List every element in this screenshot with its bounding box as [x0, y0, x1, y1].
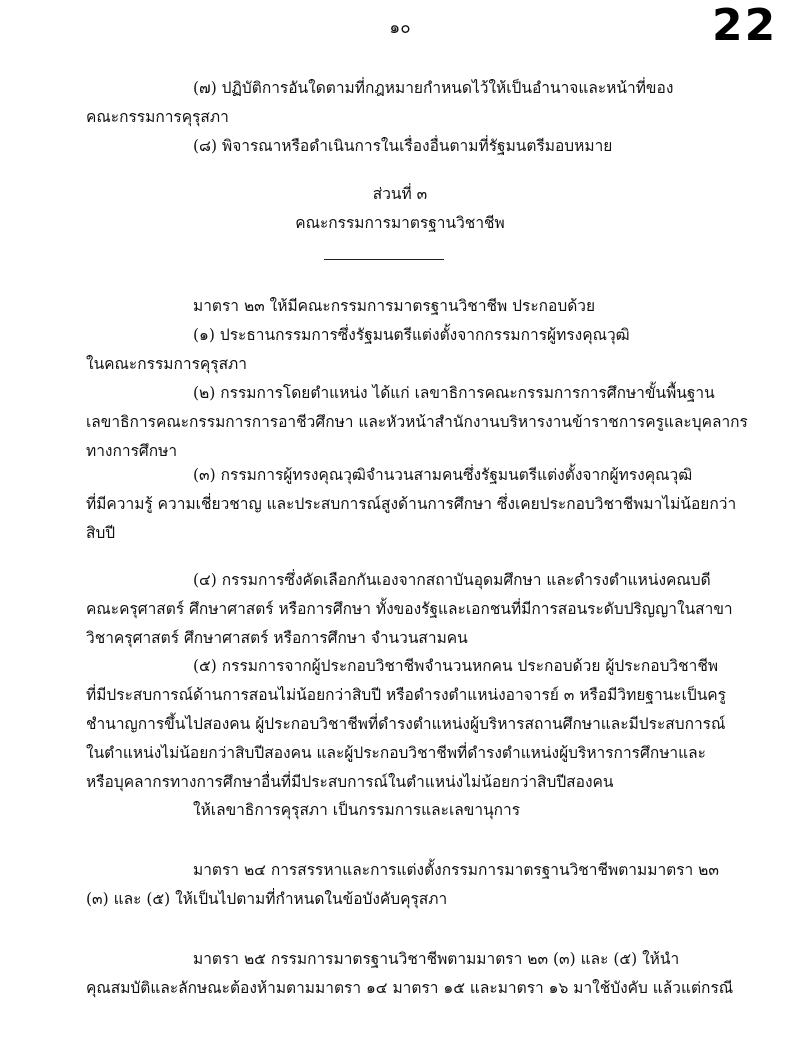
section-divider [324, 259, 444, 260]
page-number: ๑๐ [389, 18, 411, 38]
article-23-item-1-line-2: ในคณะกรรมการคุรุสภา [86, 355, 247, 373]
article-23-item-3-line-1: (๓) กรรมการผู้ทรงคุณวุฒิจำนวนสามคนซึ่งรัฐมนตรีแต่งตั้งจากผู้ทรงคุณวุฒิ [193, 466, 693, 484]
article-24-line-1: มาตรา ๒๔ การสรรหาและการแต่งตั้งกรรมการมาตรฐานวิชาชีพตามมาตรา ๒๓ [193, 861, 719, 879]
article-23-item-4-line-1: (๔) กรรมการซึ่งคัดเลือกกันเองจากสถาบันอุดมศึกษา และดำรงตำแหน่งคณบดี [193, 571, 711, 589]
article-23-item-5-line-5: หรือบุคลากรทางการศึกษาอื่นที่มีประสบการณ์ในตำแหน่งไม่น้อยกว่าสิบปีสองคน [86, 773, 614, 791]
article-23-item-5-line-3: ชำนาญการขึ้นไปสองคน ผู้ประกอบวิชาชีพที่ดำรงตำแหน่งผู้บริหารสถานศึกษาและมีประสบการณ์ [86, 715, 726, 733]
article-23-item-4-line-2: คณะครุศาสตร์ ศึกษาศาสตร์ หรือการศึกษา ทั้งของรัฐและเอกชนที่มีการสอนระดับปริญญาในสาขา [86, 600, 733, 618]
article-23-item-2-line-3: ทางการศึกษา [86, 442, 178, 460]
article-23-secretary: ให้เลขาธิการคุรุสภา เป็นกรรมการและเลขานุการ [193, 801, 521, 819]
article-23-item-4-line-3: วิชาครุศาสตร์ ศึกษาศาสตร์ หรือการศึกษา จำนวนสามคน [86, 629, 468, 647]
article-25-line-1: มาตรา ๒๕ กรรมการมาตรฐานวิชาชีพตามมาตรา ๒๓ (๓) และ (๕) ให้นำ [193, 950, 680, 968]
article-23-item-1-line-1: (๑) ประธานกรรมการซึ่งรัฐมนตรีแต่งตั้งจากกรรมการผู้ทรงคุณวุฒิ [193, 326, 630, 344]
article-23-intro: มาตรา ๒๓ ให้มีคณะกรรมการมาตรฐานวิชาชีพ ประกอบด้วย [193, 297, 596, 315]
article-23-item-2-line-1: (๒) กรรมการโดยตำแหน่ง ได้แก่ เลขาธิการคณะกรรมการการศึกษาขั้นพื้นฐาน [193, 384, 715, 402]
article-24-line-2: (๓) และ (๕) ให้เป็นไปตามที่กำหนดในข้อบังคับคุรุสภา [86, 890, 448, 908]
article-23-item-5-line-1: (๕) กรรมการจากผู้ประกอบวิชาชีพจำนวนหกคน ประกอบด้วย ผู้ประกอบวิชาชีพ [193, 657, 719, 675]
article-23-item-5-line-2: ที่มีประสบการณ์ด้านการสอนไม่น้อยกว่าสิบปี หรือดำรงตำแหน่งอาจารย์ ๓ หรือมีวิทยฐานะเป็นครู [86, 686, 727, 704]
article-23-item-3-line-2: ที่มีความรู้ ความเชี่ยวชาญ และประสบการณ์สูงด้านการศึกษา ซึ่งเคยประกอบวิชาชีพมาไม่น้อยกว่า [86, 495, 737, 513]
article-23-item-3-line-3: สิบปี [86, 524, 116, 542]
item-7-line-2: คณะกรรมการคุรุสภา [86, 108, 229, 126]
article-23-item-2-line-2: เลขาธิการคณะกรรมการการอาชีวศึกษา และหัวหน้าสำนักงานบริหารงานข้าราชการครูและบุคลากร [86, 413, 748, 431]
item-7-line-1: (๗) ปฏิบัติการอันใดตามที่กฎหมายกำหนดไว้ให้เป็นอำนาจและหน้าที่ของ [193, 79, 674, 97]
section-number: ส่วนที่ ๓ [372, 185, 428, 203]
article-23-item-5-line-4: ในตำแหน่งไม่น้อยกว่าสิบปีสองคน และผู้ประกอบวิชาชีพที่ดำรงตำแหน่งผู้บริหารการศึกษาและ [86, 744, 706, 762]
article-25-line-2: คุณสมบัติและลักษณะต้องห้ามตามมาตรา ๑๔ มาตรา ๑๕ และมาตรา ๑๖ มาใช้บังคับ แล้วแต่กรณี [86, 979, 734, 997]
item-8-line-1: (๘) พิจารณาหรือดำเนินการในเรื่องอื่นตามที่รัฐมนตรีมอบหมาย [193, 137, 613, 155]
handwritten-page-stamp: 22 [712, 0, 778, 51]
section-title: คณะกรรมการมาตรฐานวิชาชีพ [295, 214, 505, 232]
